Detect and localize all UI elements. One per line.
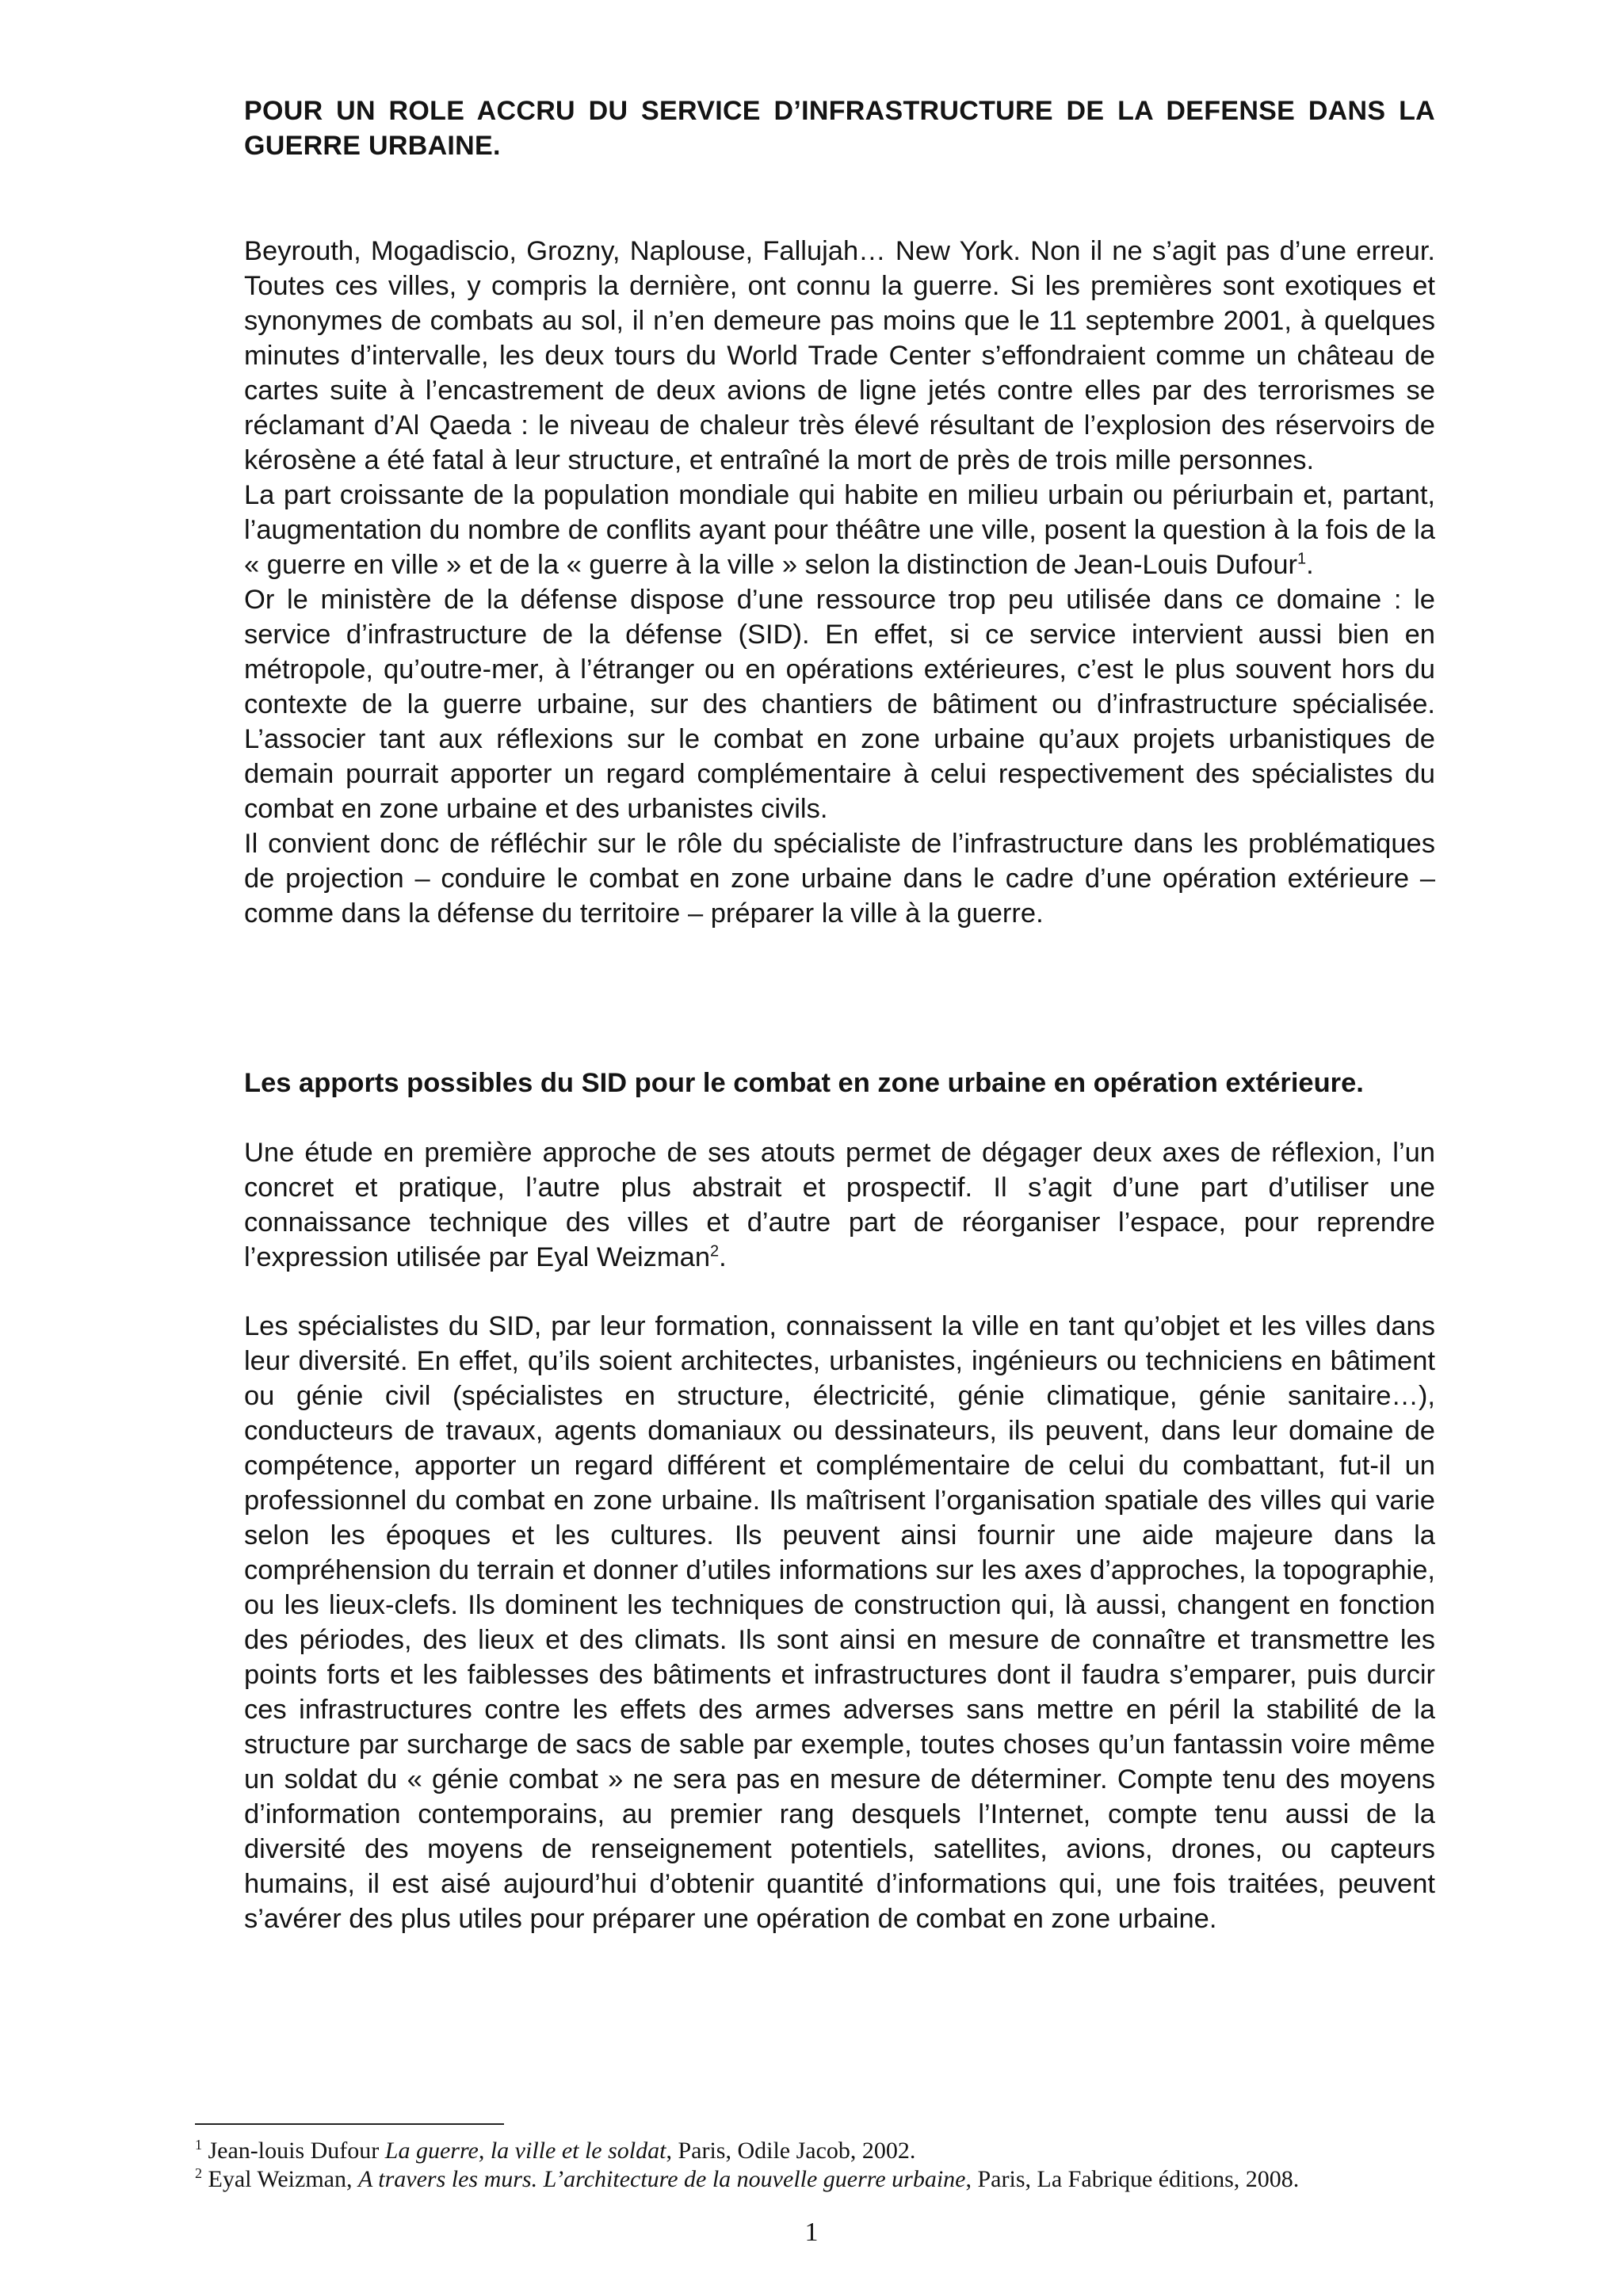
section-body (244, 1135, 1435, 1275)
footnote-work: A travers les murs. L’architecture de la nouvelle guerre urbaine (357, 2166, 966, 2192)
intro-section (244, 234, 1435, 931)
title-text: POUR UN ROLE ACCRU DU SERVICE D’INFRASTRUCTURE DE LA DEFENSE DANS LA GUERRE URBAINE. (244, 96, 1435, 161)
footnote-rest: , Paris, La Fabrique éditions, 2008. (965, 2166, 1300, 2192)
footnote-rest: , Paris, Odile Jacob, 2002. (666, 2138, 916, 2164)
page-number: 1 (804, 2218, 819, 2247)
footnote-number: 2 (195, 2165, 202, 2181)
footnote-ref[interactable]: 2 (710, 1242, 720, 1261)
paragraph: Or le ministère de la défense dispose d’une ressource trop peu utilisée dans ce domaine : le service d’infrastructure de la défense (SID). En effet, si ce service intervient aussi bien en métropole, qu’outre-mer, à l’étranger ou en opérations extérieures, c’est le plus souvent hors du contexte de la guerre urbaine, sur des chantiers de bâtiment ou d’infrastructure spécialisée. L’associer tant aux réflexions sur le combat en zone urbaine qu’aux projets urbanistiques de demain pourrait apporter un regard complémentaire à celui respectivement des spécialistes du combat en zone urbaine et des urbanistes civils. (244, 585, 1435, 824)
paragraph-end: . (719, 1242, 727, 1272)
footnote-work: La guerre, la ville et le soldat (384, 2138, 666, 2164)
footnote-divider (195, 2123, 504, 2125)
footnotes (195, 2137, 1438, 2194)
document-title (244, 93, 1435, 163)
section-body (244, 1309, 1435, 1936)
paragraph-end: . (1306, 550, 1314, 580)
paragraph (244, 478, 1435, 582)
paragraph-text: Une étude en première approche de ses atouts permet de dégager deux axes de réflexion, l’un concret et pratique, l’autre plus abstrait et prospectif. Il s’agit d’une part d’utiliser une connaissance technique des villes et d’autre part de réorganiser l’espace, pour reprendre l’expression utilisée par Eyal Weizman (244, 1138, 1435, 1272)
footnote-author: Eyal Weizman, (208, 2166, 358, 2192)
footnote (195, 2165, 1438, 2194)
paragraph: Les spécialistes du SID, par leur formation, connaissent la ville en tant qu’objet et les villes dans leur diversité. En effet, qu’ils soient architectes, urbanistes, ingénieurs ou techniciens en bâtiment ou génie civil (spécialistes en structure, électricité, génie climatique, génie sanitaire…), conducteurs de travaux, agents domaniaux ou dessinateurs, ils peuvent, dans leur domaine de compétence, apporter un regard différent et complémentaire de celui du combattant, fut-il un professionnel du combat en zone urbaine. Ils maîtrisent l’organisation spatiale des villes qui varie selon les époques et les cultures. Ils peuvent ainsi fournir une aide majeure dans la compréhension du terrain et donner d’utiles informations sur les axes d’approches, la topographie, ou les lieux-clefs. Ils dominent les techniques de construction qui, là aussi, changent en fonction des périodes, des lieux et des climats. Ils sont ainsi en mesure de connaître et transmettre les points forts et les faiblesses des bâtiments et infrastructures dont il faudra s’emparer, puis durcir ces infrastructures contre les effets des armes adverses sans mettre en péril la stabilité de la structure par surcharge de sacs de sable par exemple, toutes choses qu’un fantassin voire même un soldat du « génie combat » ne sera pas en mesure de déterminer. Compte tenu des moyens d’information contemporains, au premier rang desquels l’Internet, compte tenu aussi de la diversité des moyens de renseignement potentiels, satellites, avions, drones, ou capteurs humains, il est aisé aujourd’hui d’obtenir quantité d’informations qui, une fois traitées, peuvent s’avérer des plus utiles pour préparer une opération de combat en zone urbaine. (244, 1311, 1435, 1934)
footnote (195, 2137, 1438, 2165)
footnote-number: 1 (195, 2137, 202, 2153)
paragraph-text: La part croissante de la population mondiale qui habite en milieu urbain ou périurbain et, partant, l’augmentation du nombre de conflits ayant pour théâtre une ville, posent la question à la fois de la « guerre en ville » et de la « guerre à la ville » selon la distinction de Jean-Louis Dufour (244, 480, 1435, 580)
section-heading: Les apports possibles du SID pour le combat en zone urbaine en opération extérieure. (244, 1068, 1364, 1098)
footnote-author: Jean-louis Dufour (208, 2138, 380, 2164)
footnote-ref[interactable]: 1 (1297, 550, 1307, 568)
paragraph (244, 1135, 1435, 1275)
paragraph: Il convient donc de réfléchir sur le rôle du spécialiste de l’infrastructure dans les problématiques de projection – conduire le combat en zone urbaine dans le cadre d’une opération extérieure – comme dans la défense du territoire – préparer la ville à la guerre. (244, 829, 1435, 929)
paragraph: Beyrouth, Mogadiscio, Grozny, Naplouse, Fallujah… New York. Non il ne s’agit pas d’une erreur. Toutes ces villes, y compris la dernière, ont connu la guerre. Si les premières sont exotiques et synonymes de combats au sol, il n’en demeure pas moins que le 11 septembre 2001, à quelques minutes d’intervalle, les deux tours du World Trade Center s’effondraient comme un château de cartes suite à l’encastrement de deux avions de ligne jetés contre elles par des terrorismes se réclamant d’Al Qaeda : le niveau de chaleur très élevé résultant de l’explosion des réservoirs de kérosène a été fatal à leur structure, et entraîné la mort de près de trois mille personnes. (244, 236, 1435, 475)
